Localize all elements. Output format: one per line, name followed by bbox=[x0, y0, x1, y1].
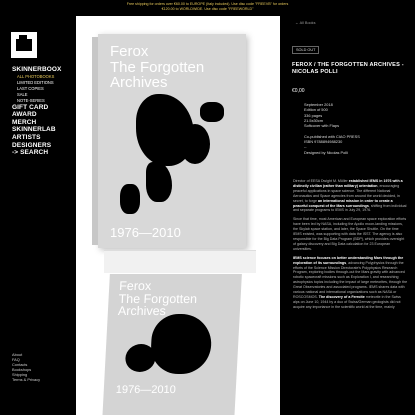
book-page-edge bbox=[104, 250, 256, 273]
cover-title-line: The Forgotten bbox=[110, 58, 205, 76]
book-back-image[interactable] bbox=[102, 274, 242, 415]
desc-text-bold: IEMS science focuses on better understanding Mars through the exploration of its surroundings bbox=[293, 255, 404, 265]
spec-line: Co-published with CIAO PRESS bbox=[304, 133, 360, 139]
book-cover-years: 1976—2010 bbox=[110, 225, 181, 240]
footer-link-about[interactable]: About bbox=[12, 352, 23, 357]
book-back-years: 1976—2010 bbox=[115, 384, 177, 396]
cover-title-line: Archives bbox=[110, 74, 168, 91]
description-paragraph bbox=[293, 179, 408, 213]
promo-line-1: Free shipping for orders over €60.00 to EUROPE (Italy included). Use disc code "FREEVB" for orders bbox=[126, 2, 289, 6]
nav-sub-sale[interactable]: SALE bbox=[17, 91, 28, 97]
sold-out-badge: SOLD OUT bbox=[292, 46, 319, 54]
desc-text: , advancing Polyphysics through the efforts of the Science Mission Directorate’s Polyphysics Research Program, exploring bodies through-out the Mars gravity with advanced robotic spacecraft missions such as Exploration I, and researching astrophysics topics including the impact of large meteorites, through the Great Observatories and associated programs. IEMS shares data with various national and international organizations such as NASA or ROSCOSMOS. bbox=[293, 260, 408, 299]
desc-text-bold: an international mission in order to create a peaceful conquest of the Mars surroundings bbox=[293, 198, 393, 208]
product-price: €0,00 bbox=[292, 88, 305, 94]
book-cover-image[interactable] bbox=[98, 34, 246, 248]
product-title: FEROX / THE FORGOTTEN ARCHIVES - NICOLAS POLLI bbox=[292, 62, 404, 75]
description-paragraph: Since that time, most American and European space exploration efforts have been led by NASA, including the Apollo moon-landing missions, the Skylab space station, and later, the Space Shuttle. On the time IEMS existed, was supporting with data the ISST. The agency is also responsible for the Big Data Program (BDP), which provides oversight of galaxy discovery and Big Data calculation for 23 European universities. bbox=[293, 217, 407, 251]
nav-item-skinnerlab[interactable]: SKINNERLAB bbox=[12, 126, 56, 134]
cover-ink-shape bbox=[150, 314, 213, 374]
cover-ink-shape bbox=[180, 124, 210, 164]
nav-item-skinnerboox[interactable]: SKINNERBOOX bbox=[12, 66, 62, 73]
desc-text: meteorite in the Swiss alps on June 10, 1944 by a duo of Swiss/German geologists did not acquire any importance in the scientific world at the time, mainly bbox=[293, 294, 401, 309]
spec-line: Designed by Nicolas Polli bbox=[304, 149, 348, 155]
footer-link-bookshops[interactable]: Bookshops bbox=[12, 367, 32, 372]
cover-title-line: Archives bbox=[117, 304, 167, 318]
book-cover-title bbox=[110, 44, 204, 91]
nav-sub-all-photobooks[interactable]: ALL PHOTOBOOKS bbox=[17, 73, 55, 79]
nav-item-search[interactable]: -> SEARCH bbox=[12, 149, 49, 157]
footer-link-terms[interactable]: Terms & Privacy bbox=[12, 377, 41, 382]
back-to-all-books-link[interactable]: ← All Books bbox=[295, 21, 316, 25]
spec-line: ISBN 9788894988230 bbox=[304, 139, 343, 145]
nav-sub-limited-editions[interactable]: LIMITED EDITIONS bbox=[17, 79, 54, 85]
logo-shape bbox=[16, 39, 32, 51]
book-back-title bbox=[118, 280, 198, 318]
promo-line-2: €120.00 to WORLDWIDE. Use disc code "FREEWORLD" bbox=[161, 6, 254, 11]
spec-line: Edition of 500 bbox=[304, 107, 328, 113]
cover-title-line: Ferox bbox=[110, 43, 149, 60]
desc-text: , shifting from individual and separate programs to IEMS in July 29, 1976. bbox=[293, 203, 407, 213]
footer-link-faq[interactable]: FAQ bbox=[12, 357, 20, 362]
spec-line: September 2018 bbox=[304, 102, 333, 107]
nav-sub-last-copies[interactable]: LAST COPIES bbox=[17, 85, 44, 91]
nav-item-award[interactable]: AWARD bbox=[12, 111, 37, 119]
footer-link-shipping[interactable]: Shipping bbox=[12, 372, 28, 377]
skinnerboox-logo-icon[interactable] bbox=[11, 32, 37, 58]
cover-ink-shape bbox=[200, 102, 224, 122]
nav-item-designers[interactable]: DESIGNERS bbox=[12, 141, 52, 149]
main-navigation bbox=[12, 66, 72, 157]
footer-links bbox=[12, 352, 62, 382]
nav-item-merch[interactable]: MERCH bbox=[12, 118, 37, 126]
cover-ink-shape bbox=[146, 162, 172, 202]
cover-ink-shape bbox=[120, 184, 140, 214]
spec-line: -- bbox=[304, 144, 307, 150]
spec-line: 21.5x30cm bbox=[304, 117, 324, 123]
product-image-area bbox=[76, 16, 280, 415]
description-paragraph bbox=[293, 256, 408, 310]
desc-text-bold: established IEMS in 1976 with a distinctly civilian (rather than military) orientation bbox=[293, 179, 403, 188]
desc-text-bold: The discovery of a Ferroite bbox=[318, 294, 365, 299]
product-specs bbox=[304, 102, 409, 155]
book-spine bbox=[92, 37, 98, 245]
footer-link-contacts[interactable]: Contacts bbox=[12, 362, 28, 367]
spec-line: Softcover with Flaps bbox=[304, 123, 340, 129]
nav-item-artists[interactable]: ARTISTS bbox=[12, 133, 41, 141]
desc-text: , encouraging peaceful applications in space science. The different National Aeronautics and Space agencies from around the world decided, in secret, to forge bbox=[293, 183, 400, 203]
cover-title-line: The Forgotten bbox=[118, 291, 198, 306]
product-description bbox=[293, 179, 408, 314]
spec-line: 336 pages bbox=[304, 112, 323, 118]
nav-item-gift-card[interactable]: GIFT CARD bbox=[12, 103, 49, 111]
cover-ink-shape bbox=[125, 344, 156, 372]
product-info-panel bbox=[284, 16, 415, 415]
desc-text: Director of EESA Dwight M. Müller bbox=[293, 179, 349, 183]
nav-sub-note-series[interactable]: NOTE-SERIES bbox=[17, 97, 45, 103]
cover-title-line: Ferox bbox=[118, 279, 152, 293]
promo-banner bbox=[0, 0, 415, 16]
